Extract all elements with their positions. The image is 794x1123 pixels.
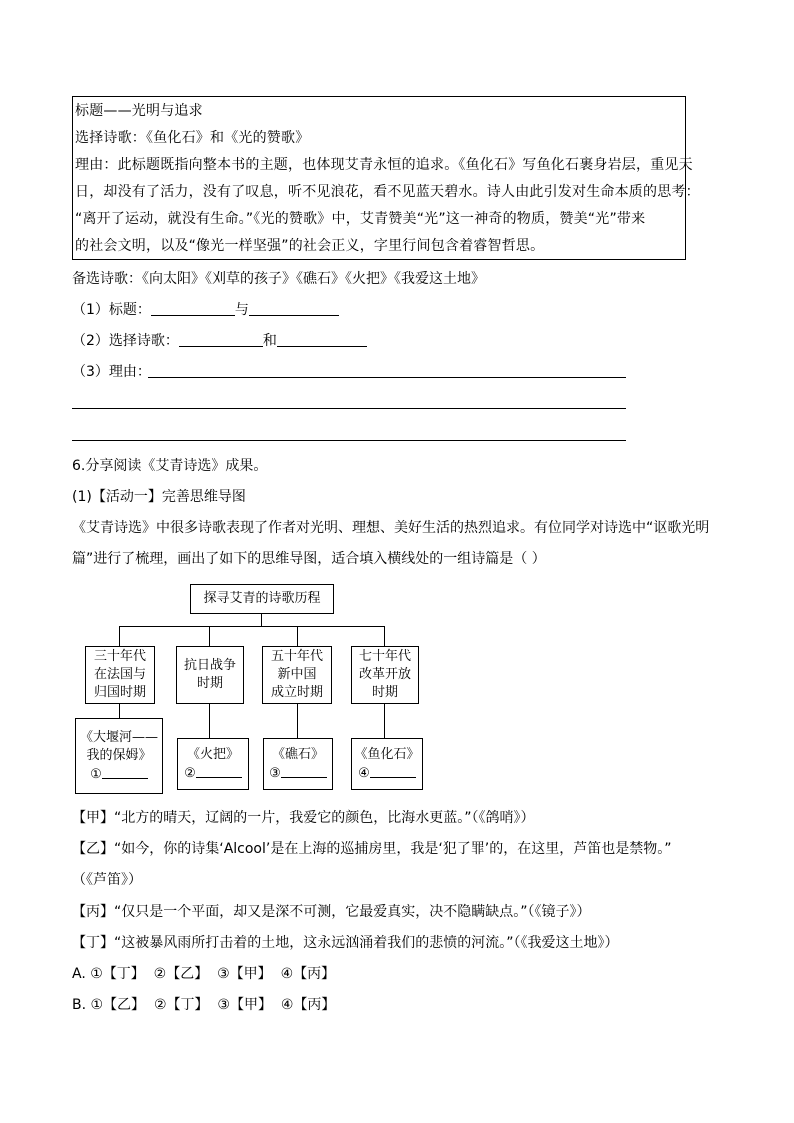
title-blank-2[interactable]: [249, 301, 339, 316]
example-reason-line-1: 理由：此标题既指向整本书的主题，也体现艾青永恒的追求。《鱼化石》写鱼化石裹身岩层，重见天: [75, 157, 693, 173]
question-6-desc-1: 《艾青诗选》中很多诗歌表现了作者对光明、理想、美好生活的热烈追求。有位同学对诗选中“讴歌光明: [72, 520, 710, 536]
question-1-label: （1）标题：: [72, 302, 151, 318]
period-2-line-2: 时期: [196, 676, 223, 691]
title-blank-1[interactable]: [151, 301, 235, 316]
poem-1-line-2: 我的保姆》: [86, 747, 152, 763]
quote-bing: 【丙】“仅只是一个平面，却又是深不可测，它最爱真实，决不隐瞒缺点。”（《镜子》）: [72, 904, 591, 920]
poem-drop-4: [384, 704, 385, 738]
poem-drop-1: [119, 704, 120, 718]
poem-1-blank[interactable]: [102, 765, 148, 779]
poem-node-4: [351, 738, 423, 790]
period-1-line-1: 三十年代: [93, 649, 146, 664]
question-6-desc-2: 篇”进行了梳理，画出了如下的思维导图，适合填入横线处的一组诗篇是（ ）: [72, 551, 546, 567]
example-title-line: 标题——光明与追求: [75, 103, 203, 119]
example-reason-line-2: 日，却没有了活力，没有了叹息，听不见浪花，看不见蓝天碧水。诗人由此引发对生命本质的思考：: [75, 184, 700, 200]
example-answer-box: [72, 96, 700, 260]
poem-drop-2: [209, 704, 210, 738]
period-1-line-2: 在法国与: [93, 667, 146, 682]
branch-drop-1: [119, 626, 120, 646]
branch-drop-3: [297, 626, 298, 646]
quote-ding: 【丁】“这被暴风雨所打击着的土地，这永远汹涌着我们的悲愤的河流。”（《我爱这土地》）: [72, 935, 619, 951]
poem-3-blank[interactable]: [281, 764, 327, 778]
question-2-label: （2）选择诗歌：: [72, 333, 179, 349]
option-b[interactable]: B. ①【乙】 ②【丁】 ③【甲】 ④【丙】: [72, 997, 336, 1013]
period-node-1930s: [85, 646, 155, 704]
quote-jia: 【甲】“北方的晴天，辽阔的一片，我爱它的颜色，比海水更蓝。”（《鸽哨》）: [72, 810, 535, 826]
poem-blank-1[interactable]: [179, 332, 263, 347]
reason-blank-line-1[interactable]: [148, 377, 626, 378]
poem-4-number: ④: [358, 765, 370, 781]
period-node-war: [176, 646, 244, 704]
period-4-line-3: 时期: [371, 685, 398, 700]
period-node-1950s: [262, 646, 332, 704]
period-3-line-2: 新中国: [277, 667, 317, 682]
branch-bar: [119, 626, 384, 627]
poem-3-title: 《礁石》: [271, 746, 324, 762]
quote-yi-line-1: 【乙】“如今，你的诗集‘Alcool’是在上海的巡捕房里，我是‘犯了罪’的，在这里，芦笛也是禁物。”: [72, 841, 672, 857]
branch-drop-4: [384, 626, 385, 646]
example-reason-line-4: 的社会文明，以及“像光一样坚强”的社会正义，字里行间包含着睿智哲思。: [75, 238, 545, 254]
poem-1-number: ①: [90, 766, 102, 782]
quote-yi-line-2: （《芦笛》）: [72, 872, 142, 888]
poem-2-answer: [184, 764, 242, 783]
poem-4-answer: [358, 764, 416, 783]
question-1: [72, 300, 339, 320]
branch-drop-2: [209, 626, 210, 646]
question-2-connector: 和: [262, 333, 277, 349]
period-4-line-1: 七十年代: [358, 649, 411, 664]
reason-blank-line-3[interactable]: [72, 440, 626, 441]
candidate-poems: 备选诗歌：《向太阳》《刈草的孩子》《礁石》《火把》《我爱这土地》: [72, 271, 485, 287]
poem-2-title: 《火把》: [186, 746, 239, 762]
mind-map-root: [190, 584, 334, 614]
root-connector: [261, 614, 262, 626]
poem-3-answer: [269, 764, 327, 783]
mind-map-root-label: 探寻艾青的诗歌历程: [203, 591, 321, 606]
question-2: [72, 331, 367, 351]
period-1-line-3: 归国时期: [93, 685, 146, 700]
period-4-line-2: 改革开放: [358, 667, 411, 682]
example-reason-line-3: “离开了运动，就没有生命。”《光的赞歌》中，艾青赞美“光”这一神奇的物质，赞美“光”带来: [75, 211, 646, 227]
question-6-title: 6.分享阅读《艾青诗选》成果。: [72, 458, 268, 474]
option-a[interactable]: A. ①【丁】 ②【乙】 ③【甲】 ④【丙】: [72, 966, 336, 982]
question-3-label: （3）理由：: [72, 364, 151, 380]
mind-map: [72, 578, 432, 798]
period-3-line-1: 五十年代: [270, 649, 323, 664]
period-2-line-1: 抗日战争: [183, 658, 236, 673]
poem-4-title: 《鱼化石》: [354, 746, 420, 762]
poem-2-number: ②: [184, 765, 196, 781]
poem-4-blank[interactable]: [370, 764, 416, 778]
reason-blank-line-2[interactable]: [72, 408, 626, 409]
poem-2-blank[interactable]: [196, 764, 242, 778]
poem-node-3: [263, 738, 333, 790]
poem-drop-3: [297, 704, 298, 738]
example-poems-line: 选择诗歌：《鱼化石》和《光的赞歌》: [75, 130, 310, 146]
question-1-connector: 与: [234, 302, 249, 318]
poem-3-number: ③: [269, 765, 281, 781]
period-node-1970s: [351, 646, 419, 704]
period-3-line-3: 成立时期: [270, 685, 323, 700]
poem-blank-2[interactable]: [277, 332, 367, 347]
poem-1-answer: [90, 765, 148, 784]
poem-node-2: [177, 738, 249, 790]
poem-1-line-1: 《大堰河——: [79, 729, 158, 745]
question-3: [72, 362, 151, 382]
activity-1-heading: (1)【活动一】完善思维导图: [72, 489, 246, 505]
poem-node-1: [75, 718, 163, 794]
